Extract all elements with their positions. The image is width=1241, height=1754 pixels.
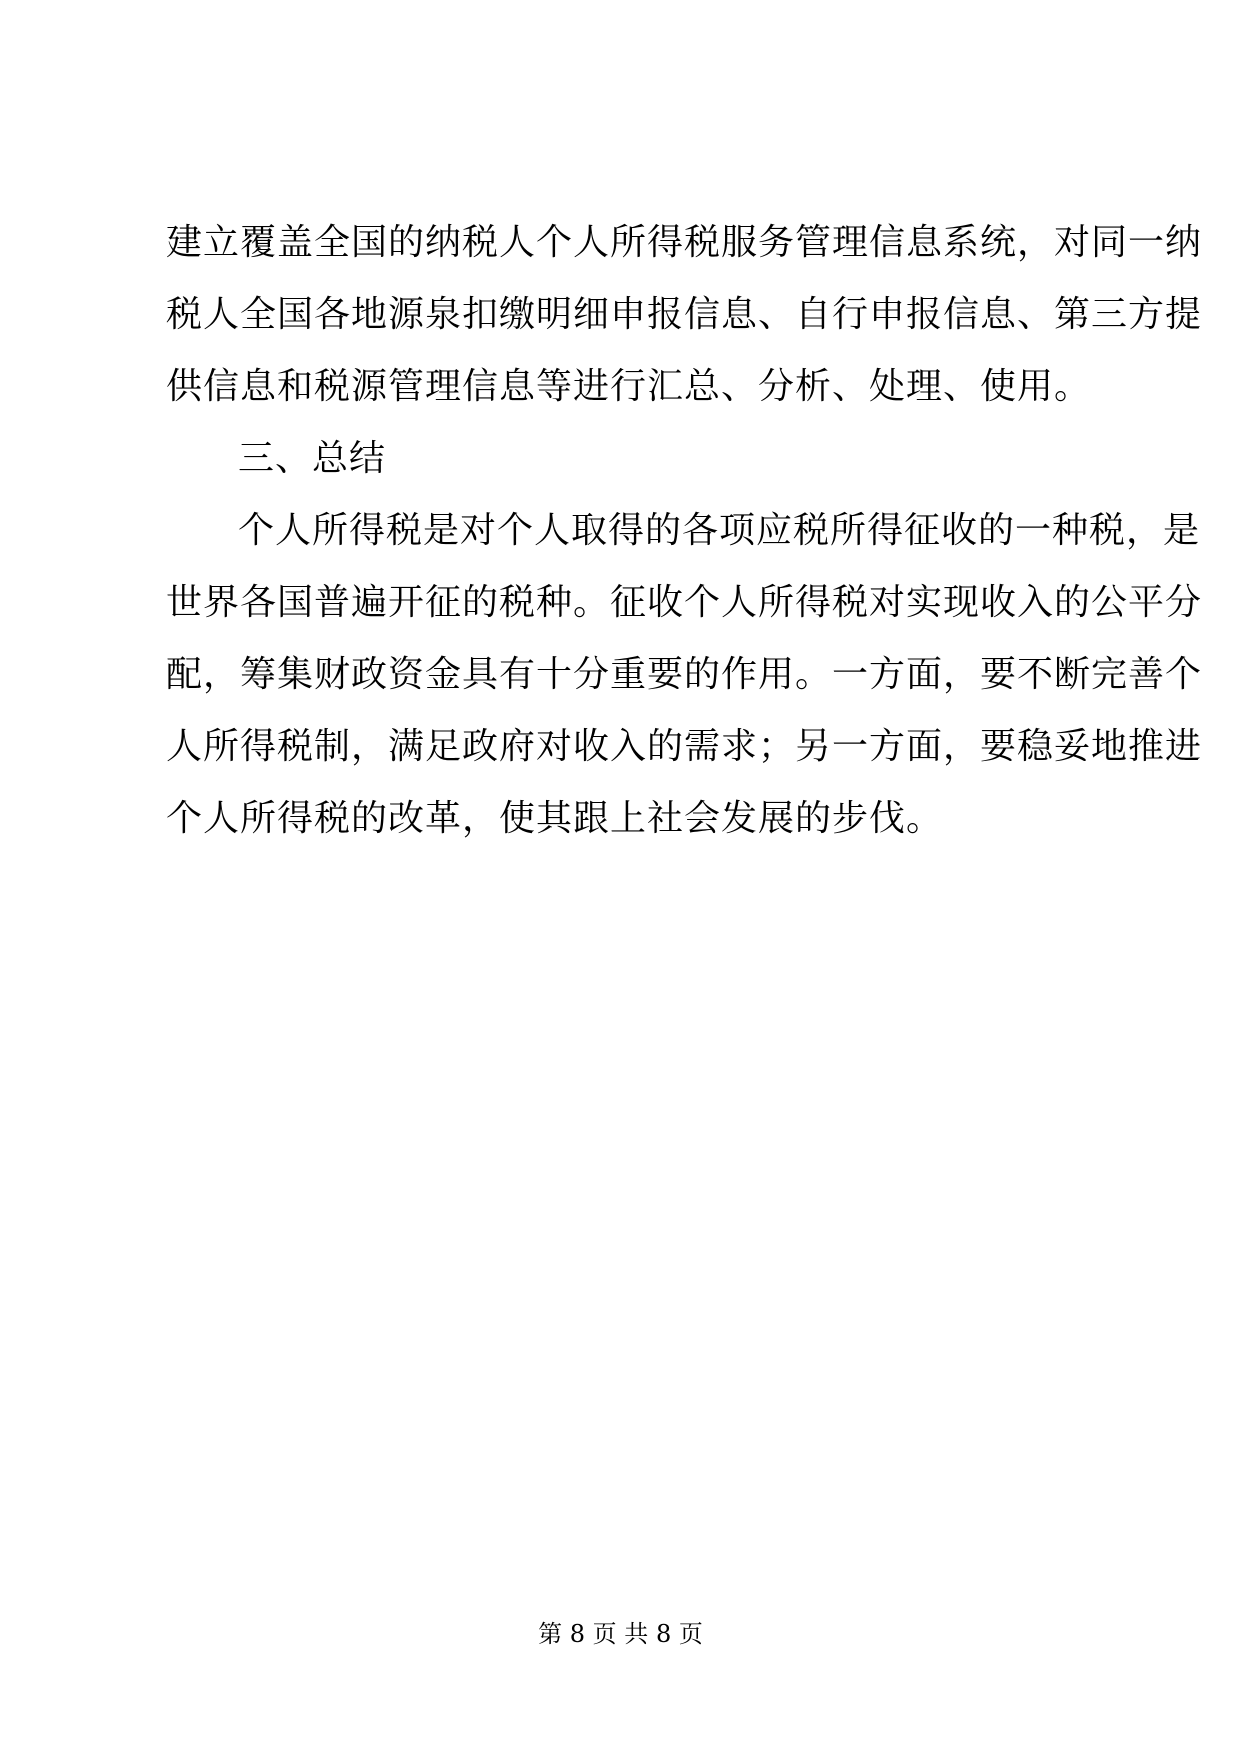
paragraph-line: 建立覆盖全国的纳税人个人所得税服务管理信息系统，对同一纳 bbox=[166, 222, 1203, 263]
paragraph-line: 配，筹集财政资金具有十分重要的作用。一方面，要不断完善个 bbox=[166, 654, 1203, 695]
paragraph-line: 个人所得税的改革，使其跟上社会发展的步伐。 bbox=[166, 798, 944, 839]
paragraph-line: 税人全国各地源泉扣缴明细申报信息、自行申报信息、第三方提 bbox=[166, 294, 1203, 335]
paragraph-line: 人所得税制，满足政府对收入的需求；另一方面，要稳妥地推进 bbox=[166, 726, 1203, 767]
paragraph-line: 世界各国普遍开征的税种。征收个人所得税对实现收入的公平分 bbox=[166, 582, 1203, 623]
document-body bbox=[166, 207, 1203, 855]
paragraph-line: 个人所得税是对个人取得的各项应税所得征收的一种税，是 bbox=[238, 510, 1201, 551]
section-heading: 三、总结 bbox=[238, 438, 387, 479]
paragraph-line: 供信息和税源管理信息等进行汇总、分析、处理、使用。 bbox=[166, 366, 1092, 407]
page-number-footer: 第 8 页 共 8 页 bbox=[538, 1620, 703, 1648]
